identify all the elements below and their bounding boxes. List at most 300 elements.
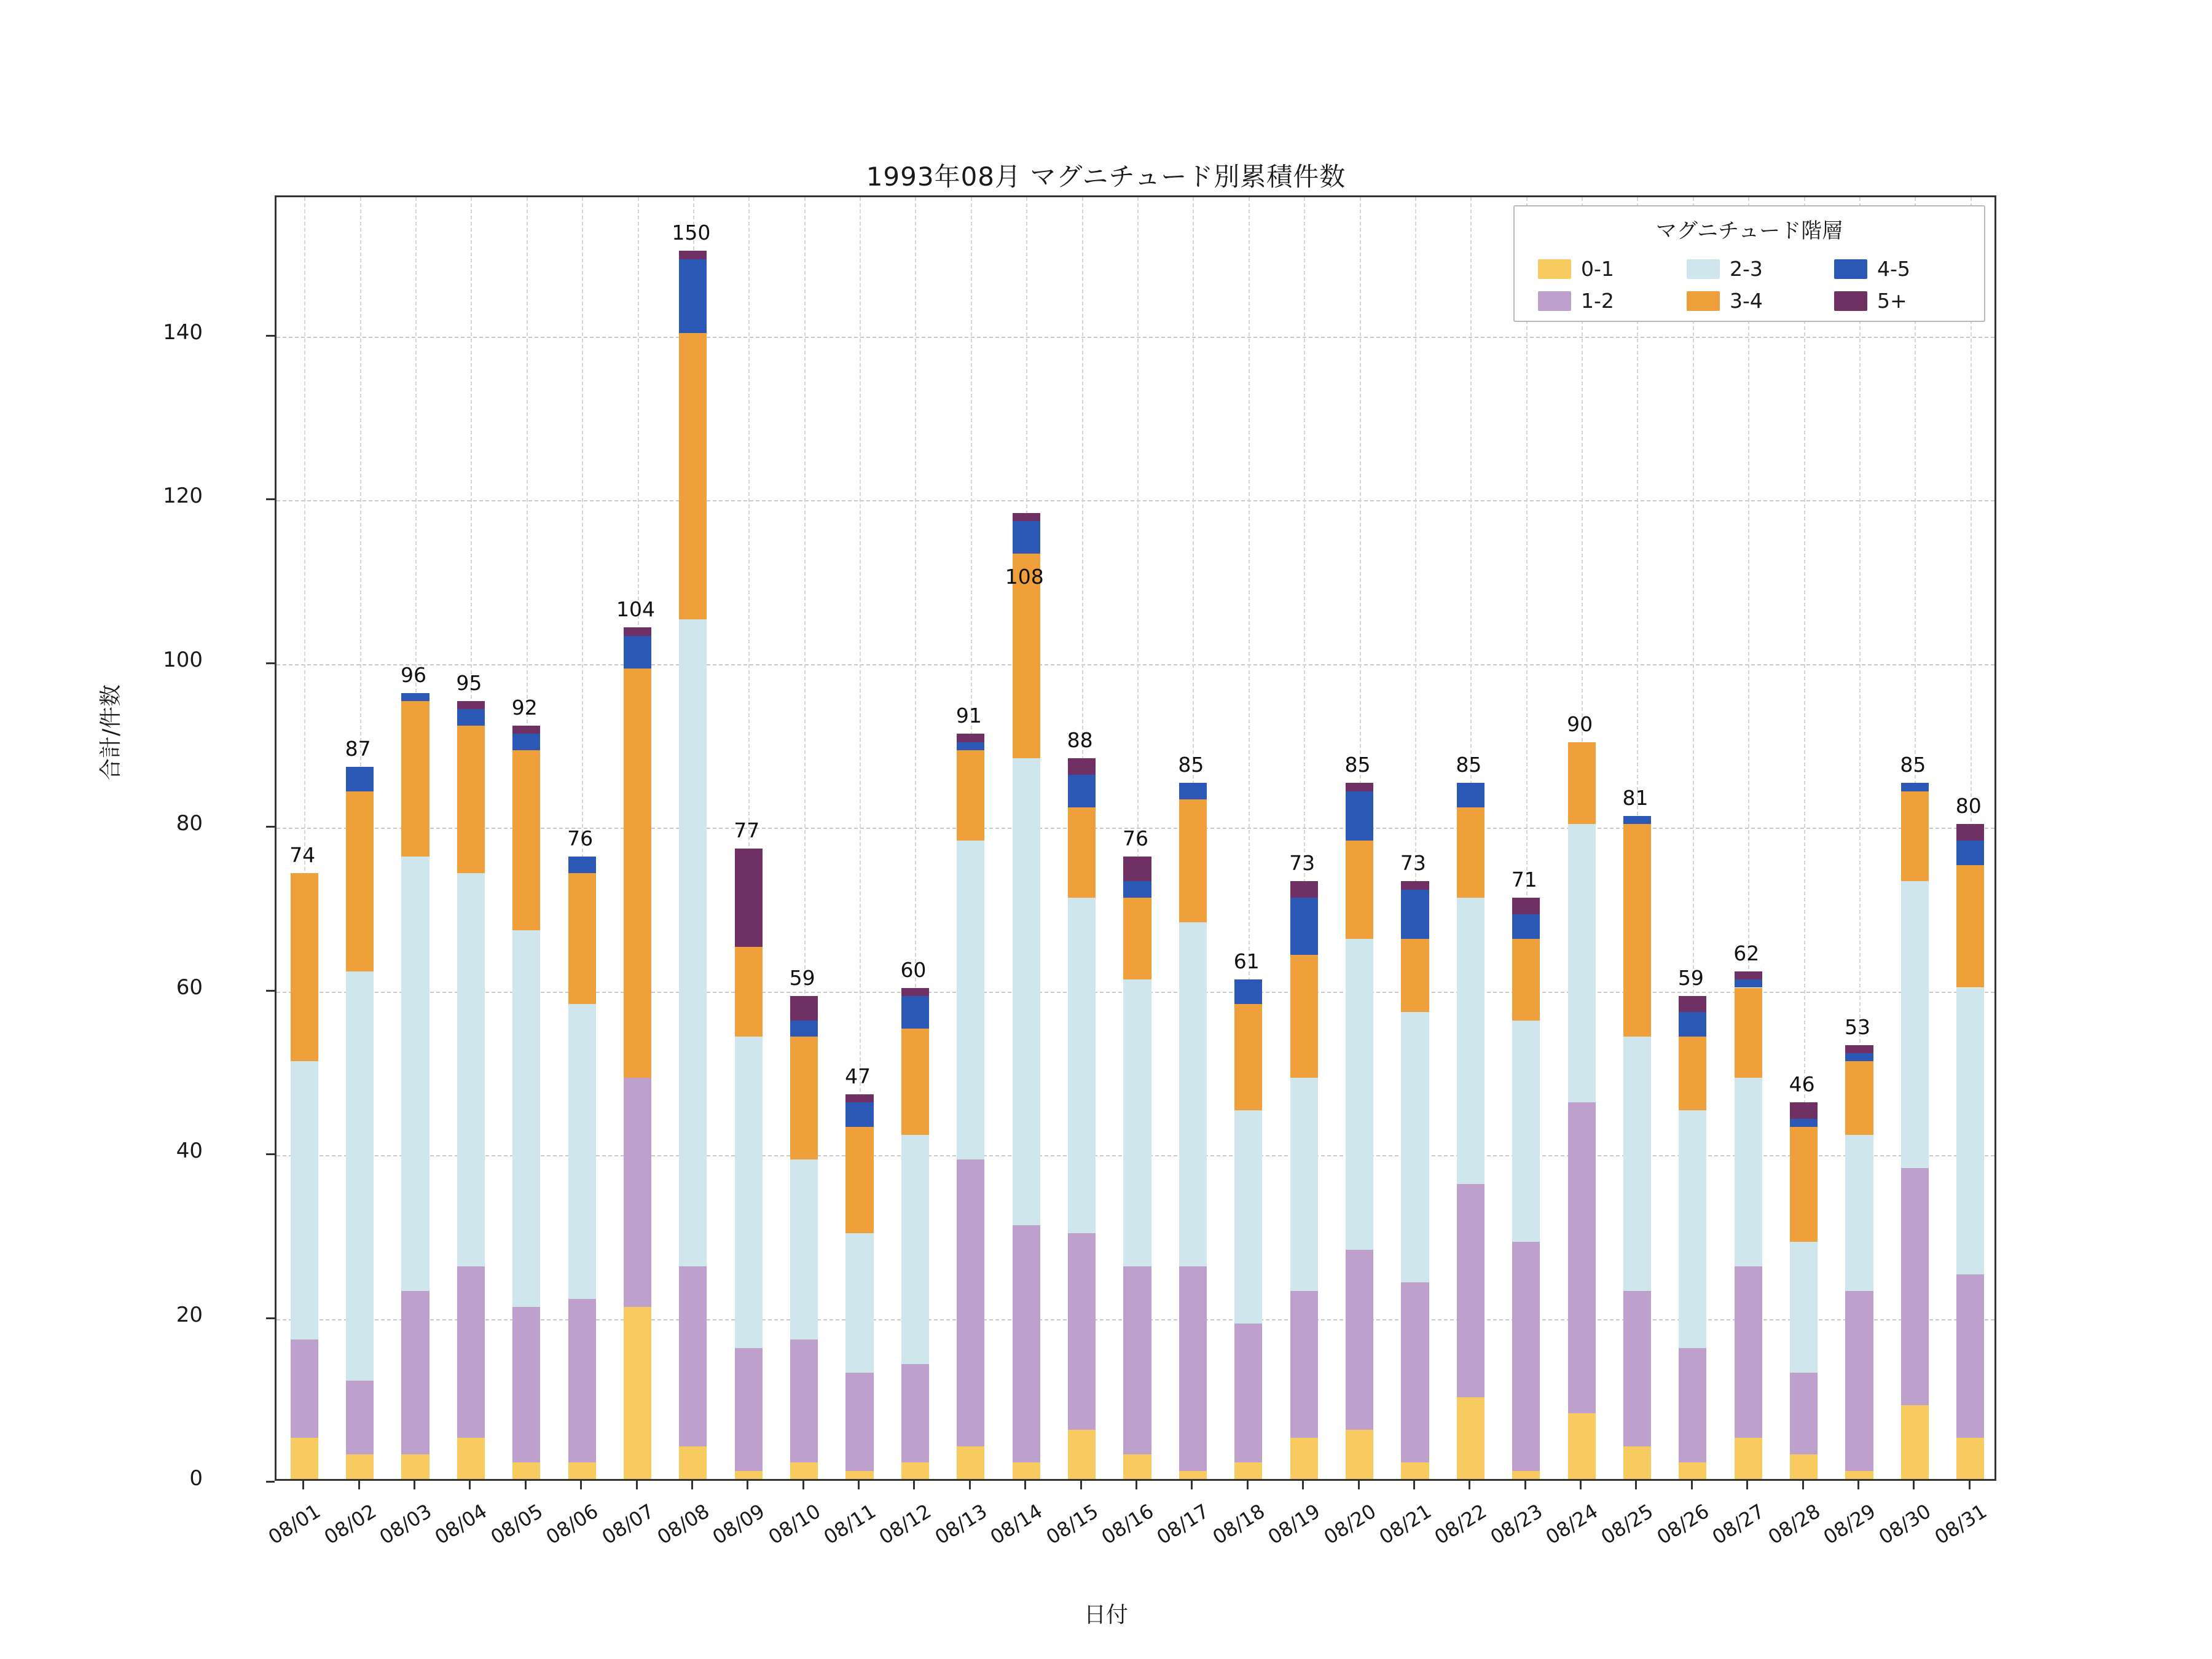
- bar-stack[interactable]: [1013, 194, 1040, 1479]
- bar-segment-5+[interactable]: [901, 988, 929, 996]
- bar-segment-5+[interactable]: [624, 627, 651, 635]
- bar-stack[interactable]: [291, 194, 318, 1479]
- bar-segment-2-3[interactable]: [845, 1233, 873, 1373]
- bar-segment-2-3[interactable]: [1845, 1135, 1873, 1290]
- bar-stack[interactable]: [1512, 194, 1540, 1479]
- bar-segment-3-4[interactable]: [679, 333, 707, 619]
- x-tick-label: 08/20: [1319, 1499, 1380, 1550]
- x-tick-label: 08/25: [1597, 1499, 1658, 1550]
- y-tick-label: 40: [176, 1139, 203, 1163]
- y-tick-label: 140: [163, 320, 203, 345]
- bar-total-label: 92: [511, 696, 538, 720]
- x-axis-title: 日付: [1083, 1602, 1128, 1628]
- x-tick-mark: [858, 1481, 860, 1489]
- x-tick-mark: [1969, 1481, 1971, 1489]
- x-tick-mark: [913, 1481, 915, 1489]
- legend-label-4-5: 4-5: [1877, 257, 1910, 281]
- bar-segment-4-5[interactable]: [1234, 979, 1262, 1004]
- bar-stack[interactable]: [1234, 194, 1262, 1479]
- bar-segment-0-1[interactable]: [457, 1438, 485, 1479]
- x-tick-label: 08/15: [1041, 1499, 1102, 1550]
- bar-segment-0-1[interactable]: [957, 1446, 984, 1479]
- bar-stack[interactable]: [1956, 194, 1984, 1479]
- bar-stack[interactable]: [1346, 194, 1373, 1479]
- bar-segment-4-5[interactable]: [790, 1021, 818, 1037]
- bar-segment-0-1[interactable]: [1457, 1397, 1484, 1479]
- bar-segment-1-2[interactable]: [401, 1291, 429, 1454]
- bar-segment-3-4[interactable]: [1234, 1004, 1262, 1110]
- bar-segment-3-4[interactable]: [1956, 865, 1984, 988]
- y-tick-label: 0: [189, 1466, 203, 1491]
- bar-total-label: 96: [400, 662, 426, 687]
- bar-segment-3-4[interactable]: [957, 750, 984, 841]
- bar-stack[interactable]: [346, 194, 374, 1479]
- x-tick-label: 08/06: [541, 1499, 603, 1550]
- y-tick-label: 20: [176, 1302, 203, 1327]
- bar-segment-0-1[interactable]: [901, 1462, 929, 1479]
- bar-segment-4-5[interactable]: [845, 1102, 873, 1127]
- legend-label-0-1: 0-1: [1581, 257, 1614, 281]
- bar-stack[interactable]: [1845, 194, 1873, 1479]
- bar-segment-2-3[interactable]: [1290, 1078, 1318, 1290]
- x-tick-label: 08/29: [1819, 1499, 1880, 1550]
- bar-total-label: 88: [1067, 728, 1093, 753]
- x-tick-mark: [580, 1481, 582, 1489]
- x-tick-label: 08/12: [875, 1499, 936, 1550]
- bar-segment-2-3[interactable]: [1956, 988, 1984, 1274]
- x-tick-label: 08/19: [1263, 1499, 1325, 1550]
- bar-segment-2-3[interactable]: [1679, 1110, 1706, 1347]
- bar-segment-0-1[interactable]: [401, 1454, 429, 1479]
- bar-segment-2-3[interactable]: [1568, 824, 1596, 1102]
- y-tick-label: 100: [163, 647, 203, 672]
- x-tick-label: 08/04: [431, 1499, 492, 1550]
- bar-segment-1-2[interactable]: [291, 1339, 318, 1438]
- bar-segment-0-1[interactable]: [568, 1462, 596, 1479]
- x-tick-label: 08/02: [320, 1499, 380, 1550]
- x-tick-mark: [1857, 1481, 1859, 1489]
- x-tick-mark: [469, 1481, 471, 1489]
- y-tick-mark: [266, 662, 275, 664]
- y-tick-mark: [266, 990, 275, 992]
- bar-stack[interactable]: [1290, 194, 1318, 1479]
- bar-segment-1-2[interactable]: [568, 1299, 596, 1462]
- bar-segment-2-3[interactable]: [1123, 979, 1151, 1266]
- y-tick-label: 120: [163, 484, 203, 509]
- bar-stack[interactable]: [1790, 194, 1818, 1479]
- bar-total-label: 80: [1955, 794, 1982, 818]
- bar-segment-1-2[interactable]: [1457, 1184, 1484, 1397]
- bar-segment-5+[interactable]: [512, 726, 540, 734]
- bar-total-label: 76: [1123, 826, 1148, 851]
- x-tick-mark: [1191, 1481, 1193, 1489]
- bar-segment-3-4[interactable]: [1290, 955, 1318, 1078]
- bar-segment-1-2[interactable]: [1401, 1282, 1429, 1462]
- x-tick-label: 08/01: [264, 1499, 325, 1550]
- x-tick-label: 08/05: [486, 1499, 547, 1550]
- x-tick-mark: [1802, 1481, 1804, 1489]
- y-tick-mark: [266, 1153, 275, 1155]
- bar-segment-5+[interactable]: [1401, 881, 1429, 889]
- x-tick-label: 08/11: [819, 1499, 880, 1550]
- x-tick-mark: [802, 1481, 804, 1489]
- bar-segment-1-2[interactable]: [1512, 1242, 1540, 1471]
- bar-total-label: 85: [1456, 753, 1482, 777]
- bar-segment-2-3[interactable]: [1790, 1242, 1818, 1373]
- bar-segment-2-3[interactable]: [568, 1004, 596, 1299]
- bar-total-label: 85: [1900, 753, 1926, 777]
- bar-segment-1-2[interactable]: [1735, 1266, 1762, 1438]
- bar-segment-4-5[interactable]: [1013, 521, 1040, 554]
- bar-segment-4-5[interactable]: [1179, 783, 1207, 799]
- bar-segment-2-3[interactable]: [1179, 922, 1207, 1266]
- bar-segment-3-4[interactable]: [1179, 799, 1207, 922]
- bar-segment-4-5[interactable]: [512, 734, 540, 750]
- bar-segment-5+[interactable]: [679, 251, 707, 259]
- bar-segment-5+[interactable]: [1013, 513, 1040, 521]
- legend-item-3-4[interactable]: [1687, 289, 1763, 313]
- bar-segment-4-5[interactable]: [901, 996, 929, 1029]
- bar-total-label: 47: [845, 1064, 871, 1088]
- bar-segment-1-2[interactable]: [1790, 1373, 1818, 1454]
- legend-label-2-3: 2-3: [1730, 257, 1763, 281]
- legend-item-5+[interactable]: [1834, 289, 1907, 313]
- y-tick-mark: [266, 498, 275, 500]
- bar-segment-0-1[interactable]: [1123, 1454, 1151, 1479]
- bar-segment-1-2[interactable]: [624, 1078, 651, 1307]
- bar-segment-5+[interactable]: [1346, 783, 1373, 791]
- bar-segment-2-3[interactable]: [1735, 1078, 1762, 1266]
- x-tick-label: 08/03: [375, 1499, 436, 1550]
- bar-segment-4-5[interactable]: [1679, 1012, 1706, 1037]
- bar-segment-3-4[interactable]: [735, 947, 763, 1037]
- bar-segment-1-2[interactable]: [790, 1339, 818, 1462]
- bar-segment-3-4[interactable]: [790, 1037, 818, 1159]
- x-tick-mark: [1413, 1481, 1415, 1489]
- bar-total-label: 91: [955, 704, 982, 728]
- bar-total-label: 46: [1789, 1072, 1815, 1097]
- bar-segment-3-4[interactable]: [568, 873, 596, 1004]
- chart-title: 1993年08月 マグニチュード別累積件数: [866, 162, 1346, 192]
- bar-segment-4-5[interactable]: [346, 767, 374, 791]
- bar-segment-1-2[interactable]: [957, 1159, 984, 1446]
- bar-segment-2-3[interactable]: [679, 619, 707, 1266]
- x-tick-label: 08/21: [1375, 1499, 1436, 1550]
- x-tick-mark: [1913, 1481, 1915, 1489]
- x-tick-label: 08/28: [1763, 1499, 1824, 1550]
- bar-segment-2-3[interactable]: [790, 1159, 818, 1339]
- bar-segment-5+[interactable]: [1845, 1045, 1873, 1053]
- bar-segment-4-5[interactable]: [1623, 816, 1651, 824]
- bar-segment-0-1[interactable]: [790, 1462, 818, 1479]
- legend-label-5+: 5+: [1877, 289, 1907, 313]
- bar-segment-4-5[interactable]: [1845, 1053, 1873, 1061]
- bar-segment-2-3[interactable]: [1512, 1021, 1540, 1242]
- bar-segment-2-3[interactable]: [1457, 898, 1484, 1184]
- y-tick-mark: [266, 1481, 275, 1483]
- bar-segment-4-5[interactable]: [1123, 881, 1151, 898]
- bar-segment-5+[interactable]: [1068, 758, 1096, 775]
- x-tick-mark: [1524, 1481, 1526, 1489]
- x-tick-mark: [1080, 1481, 1082, 1489]
- bar-segment-0-1[interactable]: [291, 1438, 318, 1479]
- bar-segment-1-2[interactable]: [1901, 1168, 1929, 1405]
- bar-segment-0-1[interactable]: [1901, 1405, 1929, 1479]
- bar-segment-1-2[interactable]: [679, 1266, 707, 1446]
- bar-stack[interactable]: [1735, 194, 1762, 1479]
- bar-segment-1-2[interactable]: [1568, 1102, 1596, 1413]
- bar-segment-5+[interactable]: [790, 996, 818, 1021]
- x-tick-label: 08/16: [1097, 1499, 1158, 1550]
- bar-stack[interactable]: [1679, 194, 1706, 1479]
- bar-segment-2-3[interactable]: [957, 841, 984, 1160]
- x-tick-label: 08/30: [1875, 1499, 1936, 1550]
- bar-segment-0-1[interactable]: [845, 1471, 873, 1479]
- bar-total-label: 90: [1567, 712, 1593, 736]
- bar-segment-3-4[interactable]: [291, 873, 318, 1061]
- bar-segment-5+[interactable]: [1679, 996, 1706, 1013]
- bar-segment-0-1[interactable]: [679, 1446, 707, 1479]
- x-tick-mark: [691, 1481, 693, 1489]
- bar-total-label: 104: [616, 597, 656, 622]
- bar-segment-3-4[interactable]: [1679, 1037, 1706, 1110]
- bar-stack[interactable]: [845, 194, 873, 1479]
- bar-total-label: 95: [456, 671, 482, 696]
- x-tick-mark: [1691, 1481, 1693, 1489]
- bar-stack[interactable]: [1401, 194, 1429, 1479]
- x-tick-mark: [525, 1481, 527, 1489]
- x-tick-label: 08/14: [986, 1499, 1047, 1550]
- bar-segment-1-2[interactable]: [1845, 1291, 1873, 1471]
- bar-total-label: 71: [1511, 867, 1537, 892]
- bar-total-label: 85: [1344, 753, 1371, 777]
- bar-segment-0-1[interactable]: [1234, 1462, 1262, 1479]
- bar-total-label: 108: [1005, 564, 1044, 589]
- x-tick-mark: [1746, 1481, 1748, 1489]
- bar-segment-0-1[interactable]: [1790, 1454, 1818, 1479]
- bar-stack[interactable]: [957, 194, 984, 1479]
- bar-segment-2-3[interactable]: [1623, 1037, 1651, 1290]
- y-axis-title: 合計/件数: [98, 684, 124, 780]
- bar-total-label: 53: [1845, 1014, 1871, 1039]
- bar-segment-4-5[interactable]: [1790, 1119, 1818, 1127]
- y-tick-mark: [266, 1317, 275, 1319]
- bar-segment-0-1[interactable]: [346, 1454, 374, 1479]
- bar-segment-0-1[interactable]: [1623, 1446, 1651, 1479]
- bar-segment-3-4[interactable]: [1123, 898, 1151, 979]
- bar-segment-0-1[interactable]: [1346, 1430, 1373, 1479]
- bar-stack[interactable]: [457, 194, 485, 1479]
- bar-segment-0-1[interactable]: [1512, 1471, 1540, 1479]
- bar-segment-0-1[interactable]: [1179, 1471, 1207, 1479]
- bar-segment-2-3[interactable]: [1346, 939, 1373, 1250]
- bar-segment-0-1[interactable]: [1401, 1462, 1429, 1479]
- y-tick-mark: [266, 826, 275, 828]
- bar-total-label: 59: [1677, 965, 1704, 990]
- bar-segment-5+[interactable]: [1956, 824, 1984, 841]
- bar-segment-3-4[interactable]: [1068, 807, 1096, 898]
- bar-segment-3-4[interactable]: [1401, 939, 1429, 1013]
- bar-segment-4-5[interactable]: [957, 742, 984, 750]
- bar-segment-1-2[interactable]: [1013, 1225, 1040, 1462]
- bar-segment-0-1[interactable]: [624, 1307, 651, 1479]
- bar-segment-1-2[interactable]: [1679, 1348, 1706, 1463]
- bar-segment-0-1[interactable]: [1290, 1438, 1318, 1479]
- bar-segment-4-5[interactable]: [1512, 914, 1540, 939]
- bar-segment-2-3[interactable]: [901, 1135, 929, 1364]
- bar-segment-1-2[interactable]: [1068, 1233, 1096, 1430]
- bar-segment-3-4[interactable]: [457, 726, 485, 873]
- bar-segment-0-1[interactable]: [1679, 1462, 1706, 1479]
- bar-total-label: 76: [567, 826, 594, 851]
- y-tick-label: 60: [176, 975, 203, 1000]
- bar-segment-4-5[interactable]: [624, 636, 651, 669]
- bar-stack[interactable]: [1568, 194, 1596, 1479]
- legend-item-2-3[interactable]: [1687, 257, 1763, 281]
- bar-segment-0-1[interactable]: [1956, 1438, 1984, 1479]
- bar-total-label: 74: [289, 842, 316, 867]
- bar-stack[interactable]: [401, 194, 429, 1479]
- bar-segment-3-4[interactable]: [401, 701, 429, 857]
- bar-segment-2-3[interactable]: [512, 930, 540, 1307]
- bar-segment-1-2[interactable]: [1179, 1266, 1207, 1471]
- bar-segment-1-2[interactable]: [735, 1348, 763, 1471]
- bar-segment-0-1[interactable]: [1013, 1462, 1040, 1479]
- bar-segment-0-1[interactable]: [1568, 1413, 1596, 1479]
- bar-segment-2-3[interactable]: [1013, 758, 1040, 1225]
- x-tick-label: 08/13: [930, 1499, 991, 1550]
- bar-segment-2-3[interactable]: [401, 857, 429, 1290]
- bar-stack[interactable]: [901, 194, 929, 1479]
- x-tick-mark: [302, 1481, 304, 1489]
- x-tick-mark: [1247, 1481, 1249, 1489]
- legend-swatch-1-2: [1538, 291, 1571, 311]
- bar-segment-4-5[interactable]: [1290, 898, 1318, 955]
- bar-segment-1-2[interactable]: [1956, 1274, 1984, 1438]
- legend-label-1-2: 1-2: [1581, 289, 1614, 313]
- legend-swatch-2-3: [1687, 259, 1720, 279]
- bar-total-label: 150: [672, 221, 711, 245]
- x-tick-label: 08/10: [764, 1499, 825, 1550]
- x-tick-mark: [1635, 1481, 1637, 1489]
- bar-segment-2-3[interactable]: [735, 1037, 763, 1347]
- bar-segment-1-2[interactable]: [1290, 1291, 1318, 1438]
- legend-label-3-4: 3-4: [1730, 289, 1763, 313]
- bar-total-label: 85: [1178, 753, 1204, 777]
- bar-total-label: 61: [1233, 949, 1260, 974]
- bar-segment-5+[interactable]: [845, 1094, 873, 1102]
- bar-segment-3-4[interactable]: [1735, 988, 1762, 1078]
- x-tick-label: 08/17: [1153, 1499, 1214, 1550]
- bar-segment-4-5[interactable]: [1901, 783, 1929, 791]
- bar-segment-3-4[interactable]: [845, 1127, 873, 1233]
- bar-total-label: 60: [900, 957, 927, 982]
- bar-segment-4-5[interactable]: [568, 857, 596, 873]
- legend-item-1-2[interactable]: [1538, 289, 1614, 313]
- bar-segment-5+[interactable]: [735, 849, 763, 947]
- bar-segment-1-2[interactable]: [1123, 1266, 1151, 1454]
- bar-segment-1-2[interactable]: [457, 1266, 485, 1438]
- bar-stack[interactable]: [1901, 194, 1929, 1479]
- bar-segment-0-1[interactable]: [512, 1462, 540, 1479]
- x-tick-mark: [1580, 1481, 1582, 1489]
- bar-segment-4-5[interactable]: [1956, 841, 1984, 865]
- bar-stack[interactable]: [1457, 194, 1484, 1479]
- x-tick-label: 08/07: [597, 1499, 658, 1550]
- x-tick-mark: [1302, 1481, 1304, 1489]
- bar-segment-0-1[interactable]: [1735, 1438, 1762, 1479]
- bar-segment-1-2[interactable]: [512, 1307, 540, 1462]
- bar-segment-1-2[interactable]: [1234, 1324, 1262, 1463]
- legend-swatch-5+: [1834, 291, 1867, 311]
- legend-swatch-0-1: [1538, 259, 1571, 279]
- bar-segment-2-3[interactable]: [457, 873, 485, 1266]
- bar-segment-3-4[interactable]: [1790, 1127, 1818, 1242]
- bar-segment-1-2[interactable]: [1623, 1291, 1651, 1446]
- bar-segment-2-3[interactable]: [346, 971, 374, 1381]
- bar-segment-4-5[interactable]: [1346, 791, 1373, 841]
- y-tick-mark: [266, 335, 275, 337]
- bar-segment-1-2[interactable]: [346, 1381, 374, 1454]
- x-tick-label: 08/24: [1541, 1499, 1602, 1550]
- bar-segment-4-5[interactable]: [679, 259, 707, 333]
- bar-segment-1-2[interactable]: [901, 1364, 929, 1462]
- bar-segment-5+[interactable]: [1123, 857, 1151, 881]
- legend-title: マグニチュード階層: [1655, 219, 1843, 243]
- bar-segment-0-1[interactable]: [735, 1471, 763, 1479]
- bar-total-label: 62: [1733, 941, 1760, 965]
- bar-total-label: 59: [789, 965, 815, 990]
- bar-segment-2-3[interactable]: [1068, 898, 1096, 1233]
- bar-segment-5+[interactable]: [957, 734, 984, 742]
- x-tick-mark: [1024, 1481, 1026, 1489]
- bar-total-label: 87: [345, 736, 371, 761]
- legend-item-4-5[interactable]: [1834, 257, 1910, 281]
- bar-segment-3-4[interactable]: [1568, 742, 1596, 824]
- legend-item-0-1[interactable]: [1538, 257, 1614, 281]
- bar-segment-5+[interactable]: [1790, 1102, 1818, 1119]
- x-tick-mark: [969, 1481, 971, 1489]
- bar-segment-2-3[interactable]: [1401, 1012, 1429, 1282]
- bar-segment-3-4[interactable]: [1512, 939, 1540, 1021]
- x-tick-label: 08/26: [1652, 1499, 1713, 1550]
- x-tick-mark: [747, 1481, 748, 1489]
- x-tick-label: 08/18: [1208, 1499, 1269, 1550]
- bar-segment-0-1[interactable]: [1845, 1471, 1873, 1479]
- bar-total-label: 81: [1622, 785, 1649, 810]
- bar-stack[interactable]: [1623, 194, 1651, 1479]
- bar-segment-4-5[interactable]: [1068, 775, 1096, 807]
- bar-segment-2-3[interactable]: [291, 1061, 318, 1339]
- bar-segment-1-2[interactable]: [845, 1373, 873, 1471]
- x-tick-mark: [1135, 1481, 1137, 1489]
- bar-segment-3-4[interactable]: [1623, 824, 1651, 1037]
- x-tick-label: 08/31: [1930, 1499, 1991, 1550]
- bar-segment-2-3[interactable]: [1234, 1110, 1262, 1323]
- bar-segment-0-1[interactable]: [1068, 1430, 1096, 1479]
- bar-segment-4-5[interactable]: [1457, 783, 1484, 807]
- y-tick-label: 80: [176, 811, 203, 836]
- bar-segment-1-2[interactable]: [1346, 1250, 1373, 1430]
- bar-segment-5+[interactable]: [1290, 881, 1318, 898]
- x-tick-mark: [1358, 1481, 1360, 1489]
- x-tick-mark: [636, 1481, 638, 1489]
- bar-total-label: 77: [734, 818, 760, 842]
- bar-segment-4-5[interactable]: [1401, 890, 1429, 939]
- bar-segment-3-4[interactable]: [624, 669, 651, 1078]
- bar-segment-3-4[interactable]: [346, 791, 374, 971]
- bar-segment-5+[interactable]: [1512, 898, 1540, 914]
